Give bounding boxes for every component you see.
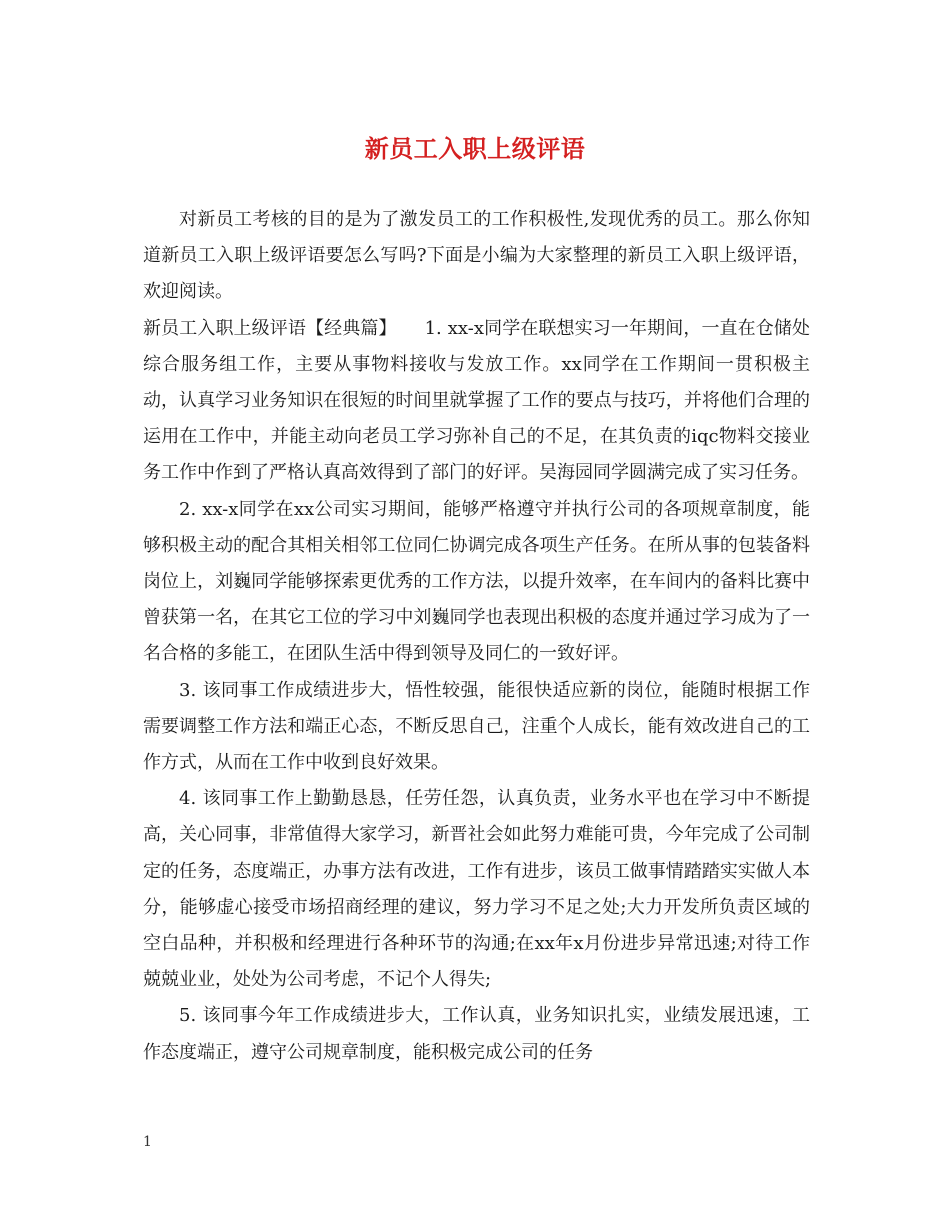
page-number: 1 bbox=[143, 1134, 152, 1150]
item-text: 该同事工作上勤勤恳恳，任劳任怨，认真负责，业务水平也在学习中不断提高，关心同事，非常值得大家学习，新晋社会如此努力难能可贵，今年完成了公司制定的任务，态度端正，办事方法有改进，工作有进步，该员工做事情踏踏实实做人本分，能够虚心接受市场招商经理的建议，努力学习不足之处;大力开发所负责区域的空白品种，并积极和经理进行各种环节的沟通;在xx年x月份进步异常迅速;对待工作兢兢业业，处处为公司考虑，不记个人得失; bbox=[143, 788, 810, 991]
item-paragraph-2 bbox=[143, 492, 810, 673]
item-paragraph-4 bbox=[143, 781, 810, 998]
item-text: 该同事今年工作成绩进步大，工作认真，业务知识扎实，业绩发展迅速，工作态度端正，遵守公司规章制度，能积极完成公司的任务 bbox=[143, 1005, 810, 1063]
document-title: 新员工入职上级评语 bbox=[364, 134, 586, 163]
document-body bbox=[143, 202, 810, 1071]
item-text: 该同事工作成绩进步大，悟性较强，能很快适应新的岗位，能随时根据工作需要调整工作方法和端正心态，不断反思自己，注重个人成长，能有效改进自己的工作方式，从而在工作中收到良好效果。 bbox=[143, 679, 810, 774]
item-number: 1. bbox=[424, 317, 442, 339]
item-number: 3. bbox=[179, 679, 197, 701]
item-paragraph-3 bbox=[143, 673, 810, 782]
intro-paragraph: 对新员工考核的目的是为了激发员工的工作积极性,发现优秀的员工。那么你知道新员工入职上级评语要怎么写吗?下面是小编为大家整理的新员工入职上级评语，欢迎阅读。 bbox=[143, 209, 810, 303]
item-text: xx-x同学在联想实习一年期间，一直在仓储处综合服务组工作，主要从事物料接收与发放工作。xx同学在工作期间一贯积极主动，认真学习业务知识在很短的时间里就掌握了工作的要点与技巧，并将他们合理的运用在工作中，并能主动向老员工学习弥补自己的不足，在其负责的iqc物料交接业务工作中作到了严格认真高效得到了部门的好评。吴海园同学圆满完成了实习任务。 bbox=[143, 317, 811, 484]
item-number: 2. bbox=[179, 498, 197, 520]
item-text: xx-x同学在xx公司实习期间，能够严格遵守并执行公司的各项规章制度，能够积极主动的配合其相关相邻工位同仁协调完成各项生产任务。在所从事的包装备料岗位上，刘巍同学能够探索更优秀的工作方法，以提升效率，在车间内的备料比赛中曾获第一名，在其它工位的学习中刘巍同学也表现出积极的态度并通过学习成为了一名合格的多能工，在团队生活中得到领导及同仁的一致好评。 bbox=[143, 498, 810, 665]
item-paragraph-5 bbox=[143, 998, 810, 1070]
item-paragraph-1 bbox=[143, 311, 810, 492]
section-heading: 新员工入职上级评语【经典篇】 bbox=[143, 317, 397, 339]
item-number: 5. bbox=[179, 1005, 197, 1027]
item-number: 4. bbox=[179, 788, 197, 810]
